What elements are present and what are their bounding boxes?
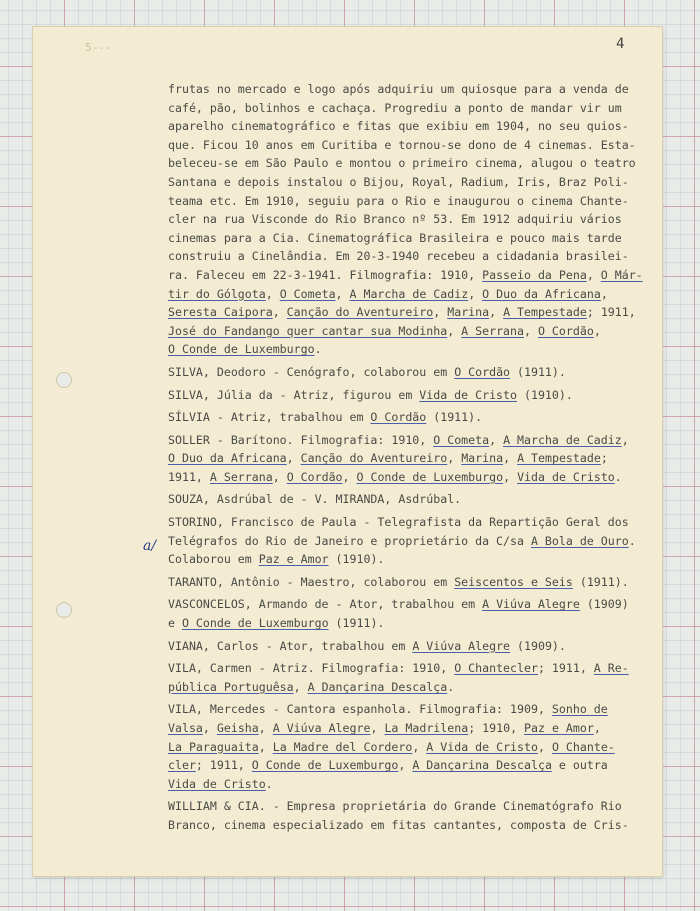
text-line xyxy=(168,386,668,405)
film-title: La Paraguaita xyxy=(168,739,259,754)
text-segment: frutas no mercado e logo após adquiriu um quiosque para a venda de xyxy=(168,82,629,96)
dictionary-entry xyxy=(168,797,668,834)
film-title: O Chante- xyxy=(551,739,615,754)
body-text xyxy=(168,80,668,835)
text-line xyxy=(168,136,668,155)
text-segment: SILVA, Deodoro - Cenógrafo, colaborou em xyxy=(168,364,455,379)
text-segment: VASCONCELOS, Armando de - Ator, trabalhou em xyxy=(168,597,483,612)
text-segment: Branco, cinema especializado em fitas cantantes, composta de Cris- xyxy=(168,817,629,832)
text-segment: . xyxy=(314,342,322,357)
text-segment: construiu a Cinelândia. Em 20-3-1940 recebeu a cidadania brasilei- xyxy=(168,249,629,264)
film-title: O Cordão xyxy=(454,364,511,379)
page-number: 4 xyxy=(616,36,625,52)
text-line xyxy=(168,659,668,678)
film-title: La Madre del Cordero xyxy=(272,739,413,754)
film-title: O Cordão xyxy=(286,469,343,484)
film-title: A Viúva Alegre xyxy=(412,638,511,653)
dictionary-entry xyxy=(168,595,668,632)
film-title: O Chantecler xyxy=(454,661,538,676)
text-line xyxy=(168,775,668,794)
film-title: A Bola de Ouro xyxy=(530,533,629,548)
text-segment: , xyxy=(342,469,357,484)
text-line xyxy=(168,322,668,341)
text-segment: TARANTO, Antônio - Maestro, colaborou em xyxy=(168,574,455,589)
text-segment: ; 1910, xyxy=(468,721,525,735)
film-title: A Dançarina Descalça xyxy=(412,758,552,773)
film-title: O Cordão xyxy=(370,410,427,425)
dictionary-entry xyxy=(168,490,668,509)
text-segment: , xyxy=(593,721,601,735)
text-segment: . xyxy=(614,469,622,484)
text-line xyxy=(168,154,668,173)
text-segment: , xyxy=(503,451,518,466)
text-line xyxy=(168,266,668,285)
text-segment: , xyxy=(258,739,273,754)
text-segment: , xyxy=(489,432,504,447)
text-segment: , xyxy=(370,721,385,735)
dictionary-entry xyxy=(168,513,668,569)
text-segment: , xyxy=(468,286,483,301)
film-title: A Vida de Cristo xyxy=(426,739,538,754)
continued-paragraph xyxy=(168,80,668,359)
text-line xyxy=(168,247,668,266)
text-segment: SÍLVIA - Atriz, trabalhou em xyxy=(168,410,371,425)
text-segment: SOLLER - Barítono. Filmografia: 1910, xyxy=(168,432,434,447)
dictionary-entry xyxy=(168,408,668,427)
film-title: Marina xyxy=(447,305,490,320)
text-segment: , xyxy=(593,323,601,338)
film-title: A Viúva Alegre xyxy=(482,597,580,612)
film-title: O Cometa xyxy=(433,432,490,447)
text-segment: , xyxy=(398,758,413,773)
film-title: O Conde de Luxemburgo xyxy=(251,758,399,773)
film-title: Paz e Amor xyxy=(524,721,594,735)
text-segment: , xyxy=(447,451,462,466)
film-title: Passeio da Pena xyxy=(482,267,587,282)
text-line xyxy=(168,614,668,633)
punch-hole xyxy=(56,372,72,388)
film-title: O Duo da Africana xyxy=(168,451,287,466)
text-segment: SILVA, Júlia da - Atriz, figurou em xyxy=(168,387,420,402)
text-segment: , xyxy=(586,267,601,282)
text-line xyxy=(168,797,668,816)
text-segment: , xyxy=(537,739,552,754)
text-line xyxy=(168,192,668,211)
text-segment: café, pão, bolinhos e cachaça. Progrediu a ponto de mandar vir um xyxy=(168,100,622,115)
film-title: O Conde de Luxemburgo xyxy=(168,342,315,357)
text-segment: . xyxy=(265,776,273,791)
film-title: Vida de Cristo xyxy=(517,469,615,484)
corner-mark: 5--- xyxy=(85,41,112,54)
text-line xyxy=(168,816,668,835)
film-title: cler xyxy=(168,758,196,773)
handwritten-margin-note: a/ xyxy=(143,538,157,554)
text-segment: , xyxy=(503,469,518,484)
text-line xyxy=(168,303,668,322)
dictionary-entry xyxy=(168,700,668,793)
text-line xyxy=(168,532,668,551)
text-line xyxy=(168,756,668,775)
text-segment: , xyxy=(489,305,504,320)
film-title: A Tempestade xyxy=(503,305,587,320)
text-segment: WILLIAM & CIA. - Empresa proprietária do Grande Cinematógrafo Rio xyxy=(168,799,622,814)
film-title: A Serrana xyxy=(209,469,273,484)
text-segment: , xyxy=(433,305,448,320)
text-line xyxy=(168,210,668,229)
text-line xyxy=(168,173,668,192)
text-segment: cinemas para a Cia. Cinematográfica Brasileira e pouco mais tarde xyxy=(168,230,622,245)
film-title: A Dançarina Descalça xyxy=(307,679,448,694)
film-title: A Serrana xyxy=(461,323,524,338)
text-segment: Colaborou em xyxy=(168,552,259,567)
film-title: O Conde de Luxemburgo xyxy=(356,469,504,484)
film-title: Canção do Aventureiro xyxy=(286,305,434,320)
text-line xyxy=(168,340,668,359)
film-title: Geisha xyxy=(216,721,259,735)
film-title: A Tempestade xyxy=(517,451,601,466)
film-title: A Marcha de Cadiz xyxy=(503,432,622,447)
text-segment: (1909). xyxy=(510,638,566,653)
text-segment: (1911). xyxy=(510,364,566,379)
text-segment: Santana e depois instalou o Bijou, Royal, Radium, Iris, Braz Poli- xyxy=(168,174,629,189)
dictionary-entry xyxy=(168,431,668,487)
text-segment: e outra xyxy=(551,758,608,773)
text-segment: . xyxy=(628,533,636,548)
film-title: Seiscentos e Seis xyxy=(454,574,573,589)
film-title: Seresta Caipora xyxy=(168,305,273,320)
film-title: O Már- xyxy=(600,267,643,282)
film-title: O Cometa xyxy=(279,286,336,301)
text-segment: aparelho cinematográfico e fitas que exibiu em 1904, no seu quios- xyxy=(168,119,629,134)
text-segment: , xyxy=(335,286,350,301)
text-segment: , xyxy=(265,286,280,301)
text-segment: (1911). xyxy=(572,574,629,589)
text-line xyxy=(168,468,668,487)
text-line xyxy=(168,550,668,569)
text-segment: , xyxy=(272,305,287,320)
text-line xyxy=(168,678,668,697)
text-line xyxy=(168,80,668,99)
text-line xyxy=(168,229,668,248)
text-line xyxy=(168,719,668,738)
text-segment: VILA, Mercedes - Cantora espanhola. Filmografia: 1909, xyxy=(168,702,552,717)
text-segment: ; xyxy=(600,451,608,466)
text-segment: (1909) xyxy=(579,597,629,612)
text-segment: , xyxy=(258,721,273,735)
text-segment: que. Ficou 10 anos em Curitiba e tornou-se dono de 4 cinemas. Esta- xyxy=(168,137,636,152)
text-segment: , xyxy=(621,432,629,447)
text-segment: VILA, Carmen - Atriz. Filmografia: 1910, xyxy=(168,661,455,676)
dictionary-entry xyxy=(168,637,668,656)
text-segment: ; 1911, xyxy=(195,758,252,773)
film-title: pública Portuguêsa xyxy=(168,679,294,694)
text-segment: , xyxy=(286,451,301,466)
text-segment: ; 1911, xyxy=(537,661,594,676)
dictionary-entry xyxy=(168,573,668,592)
film-title: Sonho de xyxy=(551,702,608,717)
text-segment: , xyxy=(447,323,462,338)
text-segment: SOUZA, Asdrúbal de - V. MIRANDA, Asdrúbal. xyxy=(168,492,462,507)
dictionary-entry xyxy=(168,363,668,382)
punch-hole xyxy=(56,602,72,618)
dictionary-entry xyxy=(168,386,668,405)
text-line xyxy=(168,431,668,450)
text-line xyxy=(168,449,668,468)
text-segment: , xyxy=(293,679,308,694)
text-segment: cler na rua Visconde do Rio Branco nº 53. Em 1912 adquiriu vários xyxy=(168,212,622,227)
text-segment: , xyxy=(524,323,538,338)
text-segment: . xyxy=(447,679,455,694)
text-line xyxy=(168,595,668,614)
film-title: A Marcha de Cadiz xyxy=(349,286,469,301)
text-segment: (1911). xyxy=(426,410,483,425)
film-title: Canção do Aventureiro xyxy=(300,451,448,466)
text-segment: , xyxy=(412,739,427,754)
film-title: O Cordão xyxy=(537,323,594,338)
text-segment: e xyxy=(168,616,182,631)
film-title: La Madrilena xyxy=(384,721,469,735)
film-title: Marina xyxy=(461,451,504,466)
text-line xyxy=(168,99,668,118)
text-line xyxy=(168,117,668,136)
text-line xyxy=(168,513,668,532)
text-segment: , xyxy=(272,469,287,484)
text-line xyxy=(168,285,668,304)
film-title: José do Fandango quer cantar sua Modinha xyxy=(168,323,448,338)
text-segment: (1910). xyxy=(517,387,573,402)
film-title: tir do Gólgota xyxy=(168,286,266,301)
text-segment: Telégrafos do Rio de Janeiro e proprietário da C/sa xyxy=(168,533,531,548)
film-title: O Duo da Africana xyxy=(482,286,601,301)
dictionary-entry xyxy=(168,659,668,696)
film-title: Vida de Cristo xyxy=(419,387,518,402)
film-title: Valsa xyxy=(168,721,203,735)
film-title: O Conde de Luxemburgo xyxy=(181,616,329,631)
text-line xyxy=(168,738,668,757)
text-segment: teama etc. Em 1910, seguiu para o Rio e inaugurou o cinema Chante- xyxy=(168,193,629,208)
text-segment: beleceu-se em São Paulo e montou o primeiro cinema, alugou o teatro xyxy=(168,156,636,171)
text-segment: (1911). xyxy=(328,616,385,631)
text-line xyxy=(168,363,668,382)
text-line xyxy=(168,700,668,719)
film-title: Paz e Amor xyxy=(258,552,329,567)
text-segment: STORINO, Francisco de Paula - Telegrafista da Repartição Geral dos xyxy=(168,515,629,530)
text-line xyxy=(168,637,668,656)
text-segment: , xyxy=(600,286,608,301)
text-line xyxy=(168,573,668,592)
film-title: A Viúva Alegre xyxy=(272,721,371,735)
text-segment: (1910). xyxy=(328,552,385,567)
film-title: Vida de Cristo xyxy=(168,776,266,791)
text-line xyxy=(168,408,668,427)
text-segment: 1911, xyxy=(168,469,210,484)
text-segment: , xyxy=(202,721,217,735)
text-line xyxy=(168,490,668,509)
text-segment: ra. Faleceu em 22-3-1941. Filmografia: 1910, xyxy=(168,267,483,282)
film-title: A Re- xyxy=(593,661,629,676)
typed-page xyxy=(33,27,662,876)
text-segment: VIANA, Carlos - Ator, trabalhou em xyxy=(168,638,413,653)
text-segment: ; 1911, xyxy=(586,305,636,320)
